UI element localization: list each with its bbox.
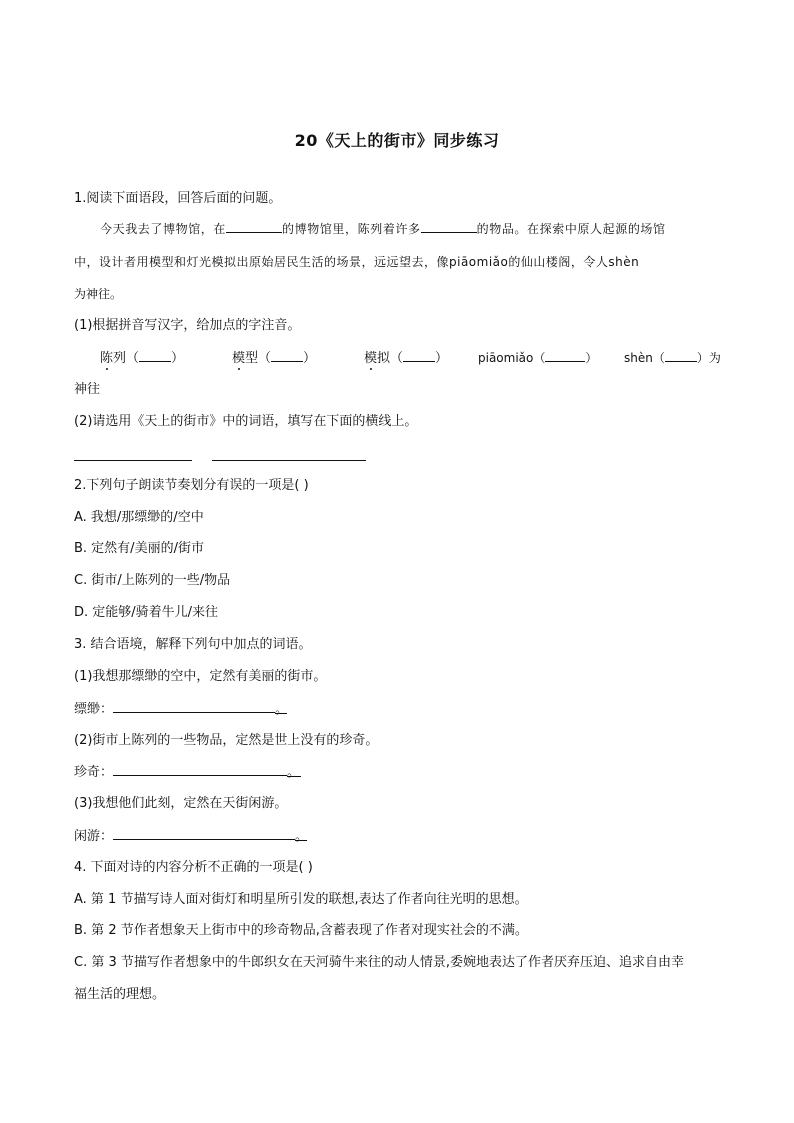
q1-sub1: (1)根据拼音写汉字，给加点的字注音。 [74,318,301,333]
item-close: ） [171,351,185,366]
answer-blank [271,349,303,362]
item-text: shèn（ [624,351,665,365]
q4-option-a: A. 第 1 节描写诗人面对街灯和明星所引发的联想,表达了作者向往光明的思想。 [74,892,528,907]
q1-passage-line1 [100,220,666,238]
item-text: 型（ [245,351,272,366]
passage-text-a: 今天我去了博物馆，在 [100,222,227,236]
item-text: 拟（ [377,351,404,366]
answer-label: 缥缈： [74,702,114,717]
answer-blank [113,700,275,713]
q4-option-c-wrap: 福生活的理想。 [74,987,166,1002]
dotted-char: 模 [364,351,378,366]
answer-line-1 [74,460,192,461]
q1-passage-line2: 中，设计者用模型和灯光模拟出原始居民生活的场景，远远望去，像piāomiǎo的仙山楼阁，令人shèn [74,255,640,269]
item-chenlie [100,349,184,368]
dotted-char: 陈 [100,351,114,366]
q4-option-b: B. 第 2 节作者想象天上街市中的珍奇物品,含蓄表现了作者对现实社会的不满。 [74,923,528,938]
q3-sentence-2: (2)街市上陈列的一些物品，定然是世上没有的珍奇。 [74,733,379,748]
q3-answer-1 [74,700,287,719]
item-moni [364,349,448,368]
item-close: ）为 [696,351,721,365]
answer-blank [403,349,435,362]
q4-option-c: C. 第 3 节描写作者想象中的牛郎织女在天河骑牛来往的动人情景,委婉地表达了作者厌弃压迫、追求自由幸 [74,955,685,970]
item-text: piāomiǎo（ [478,351,546,365]
item-close: ） [303,351,317,366]
item-piaomiao [478,349,597,367]
q1-passage-line3: 为神往。 [74,287,123,301]
q2-heading: 2.下列句子朗读节奏划分有误的一项是( ) [74,478,309,493]
answer-blank [113,763,287,776]
answer-line-2 [212,460,366,461]
q1-heading: 1.阅读下面语段，回答后面的问题。 [74,191,282,206]
q2-option-a: A. 我想/那缥缈的/空中 [74,510,204,525]
q3-answer-2 [74,763,301,782]
page-title: 20《天上的街市》同步练习 [294,131,500,150]
q3-answer-3 [74,827,307,846]
item-shen [624,349,721,367]
item-wrap: 神往 [74,382,101,397]
answer-period: 。 [295,829,309,844]
answer-label: 闲游： [74,829,114,844]
answer-label: 珍奇： [74,765,114,780]
q3-sentence-3: (3)我想他们此刻，定然在天街闲游。 [74,796,288,811]
answer-blank [113,827,295,840]
passage-text-c: 的物品。在探索中原人起源的场馆 [476,222,666,236]
answer-period: 。 [275,702,289,717]
passage-blank-1 [226,220,282,233]
answer-blank [139,349,171,362]
q2-option-c: C. 街市/上陈列的一些/物品 [74,573,231,588]
item-moxing [232,349,316,368]
answer-blank [545,349,585,362]
passage-text-b: 的博物馆里，陈列着许多 [282,222,421,236]
q2-option-b: B. 定然有/美丽的/街市 [74,541,204,556]
q1-sub2: (2)请选用《天上的街市》中的词语，填写在下面的横线上。 [74,414,418,429]
q3-sentence-1: (1)我想那缥缈的空中，定然有美丽的街市。 [74,669,327,684]
passage-blank-2 [421,220,477,233]
item-text: 列（ [113,351,140,366]
q2-option-d: D. 定能够/骑着牛儿/来往 [74,605,219,620]
item-close: ） [585,351,598,365]
q3-heading: 3. 结合语境，解释下列句中加点的词语。 [74,637,312,652]
q4-heading: 4. 下面对诗的内容分析不正确的一项是( ) [74,860,313,875]
answer-blank [665,349,697,362]
item-close: ） [435,351,449,366]
answer-period: 。 [287,765,301,780]
dotted-char: 模 [232,351,246,366]
